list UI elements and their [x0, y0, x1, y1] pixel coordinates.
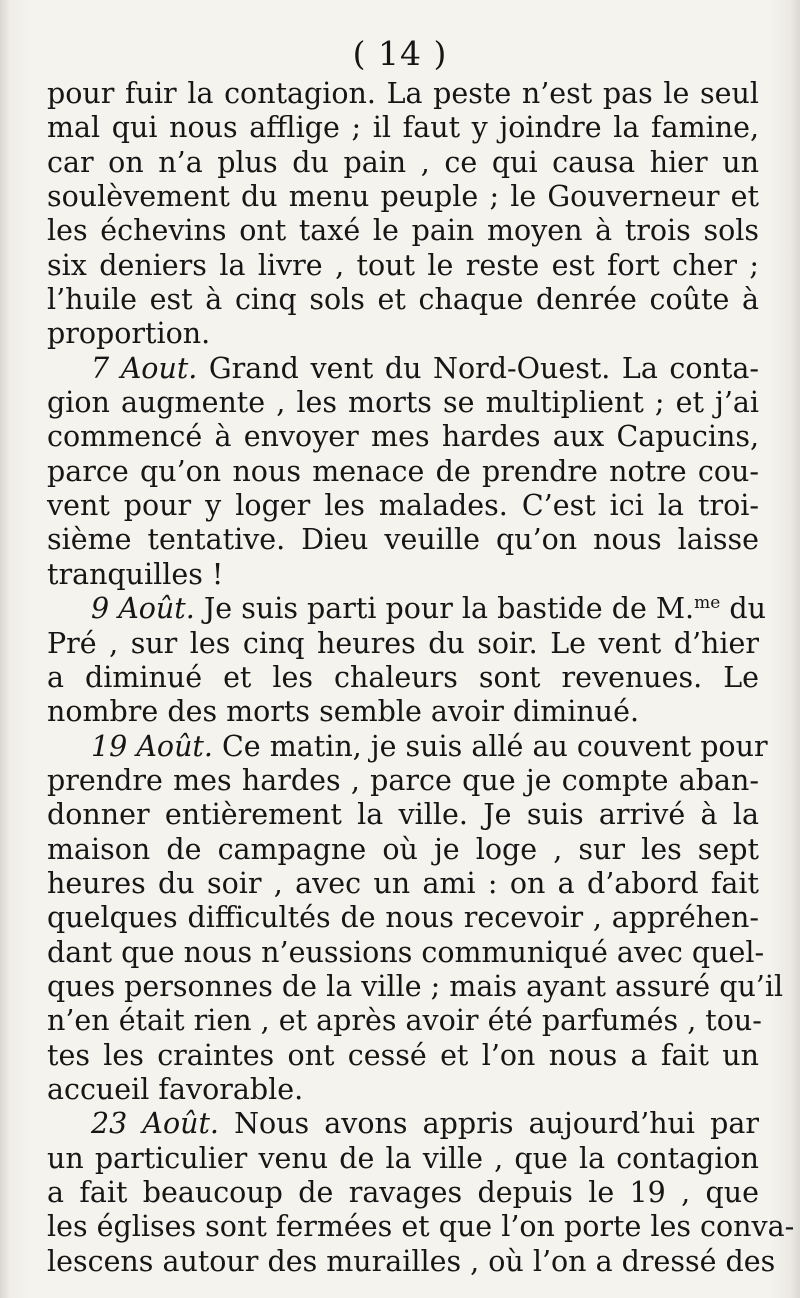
text-line: a fait beaucoup de ravages depuis le 19 , que [47, 1176, 759, 1209]
text-line: dant que nous n’eussions communiqué avec quel- [47, 935, 765, 969]
text-line: Pré , sur les cinq heures du soir. Le vent d’hier [47, 626, 759, 660]
text-line: tes les craintes ont cessé et l’on nous a fait un [47, 1038, 759, 1072]
entry-text: Je suis parti pour la bastide de M. [194, 592, 695, 626]
entry-text: Ce matin, je suis allé au couvent pour [212, 729, 768, 763]
text-line: vent pour y loger les malades. C’est ici la troi- [47, 489, 759, 523]
text-line: accueil favorable. [47, 1072, 304, 1106]
journal-date: 19 Août. [91, 729, 213, 763]
text-line [47, 592, 766, 626]
journal-date: 7 Aout. [91, 351, 198, 385]
text-line: mal qui nous afflige ; il faut y joindre la famine, [47, 111, 759, 145]
superscript-abbreviation: me [694, 593, 721, 614]
text-line: nombre des morts semble avoir diminué. [47, 695, 640, 729]
text-line: lescens autour des murailles , où l’on a dressé des [47, 1244, 776, 1278]
text-line: six deniers la livre , tout le reste est fort cher ; [47, 248, 759, 282]
text-line: a diminué et les chaleurs sont revenues. Le [47, 660, 759, 694]
page-text [47, 77, 795, 1279]
entry-text-continuation: du [720, 592, 766, 626]
text-line: tranquilles ! [47, 557, 224, 591]
text-line: un particulier venu de la ville , que la contagion [47, 1141, 759, 1175]
text-line: maison de campagne où je loge , sur les sept [47, 832, 759, 866]
text-line: heures du soir , avec un ami : on a d’abord fait [47, 866, 759, 900]
text-line [47, 729, 768, 764]
text-line: les églises sont fermées et que l’on porte les conva- [47, 1210, 795, 1244]
text-line: gion augmente , les morts se multiplient ; et j’ai [47, 386, 759, 420]
text-line: car on n’a plus du pain , ce qui causa hier un [47, 145, 759, 179]
page-number: ( 14 ) [352, 34, 448, 73]
entry-text: Nous avons appris aujourd’hui par [218, 1107, 759, 1141]
text-line: l’huile est à cinq sols et chaque denrée coûte à [47, 283, 759, 317]
text-line: commencé à envoyer mes hardes aux Capucins, [47, 420, 759, 454]
text-line: soulèvement du menu peuple ; le Gouverneur et [47, 180, 759, 214]
text-line: prendre mes hardes , parce que je compte aban- [47, 763, 759, 797]
text-line: sième tentative. Dieu veuille qu’on nous laisse [47, 523, 759, 557]
text-line: ques personnes de la ville ; mais ayant assuré qu’il [47, 969, 784, 1003]
journal-date: 9 Août. [91, 592, 195, 626]
text-line: parce qu’on nous menace de prendre notre cou- [47, 454, 759, 488]
text-line: proportion. [47, 317, 211, 351]
text-line: n’en était rien , et après avoir été parfumés , tou- [47, 1004, 762, 1038]
text-line: donner entièrement la ville. Je suis arrivé à la [47, 798, 759, 832]
text-line: quelques difficultés de nous recevoir , appréhen- [47, 901, 759, 935]
text-line: les échevins ont taxé le pain moyen à trois sols [47, 214, 759, 248]
text-line [47, 1107, 759, 1141]
entry-text: Grand vent du Nord-Ouest. La conta- [197, 351, 759, 385]
text-line [47, 352, 759, 386]
text-line: pour fuir la contagion. La peste n’est pas le seul [47, 77, 759, 110]
journal-date: 23 Août. [91, 1107, 219, 1141]
